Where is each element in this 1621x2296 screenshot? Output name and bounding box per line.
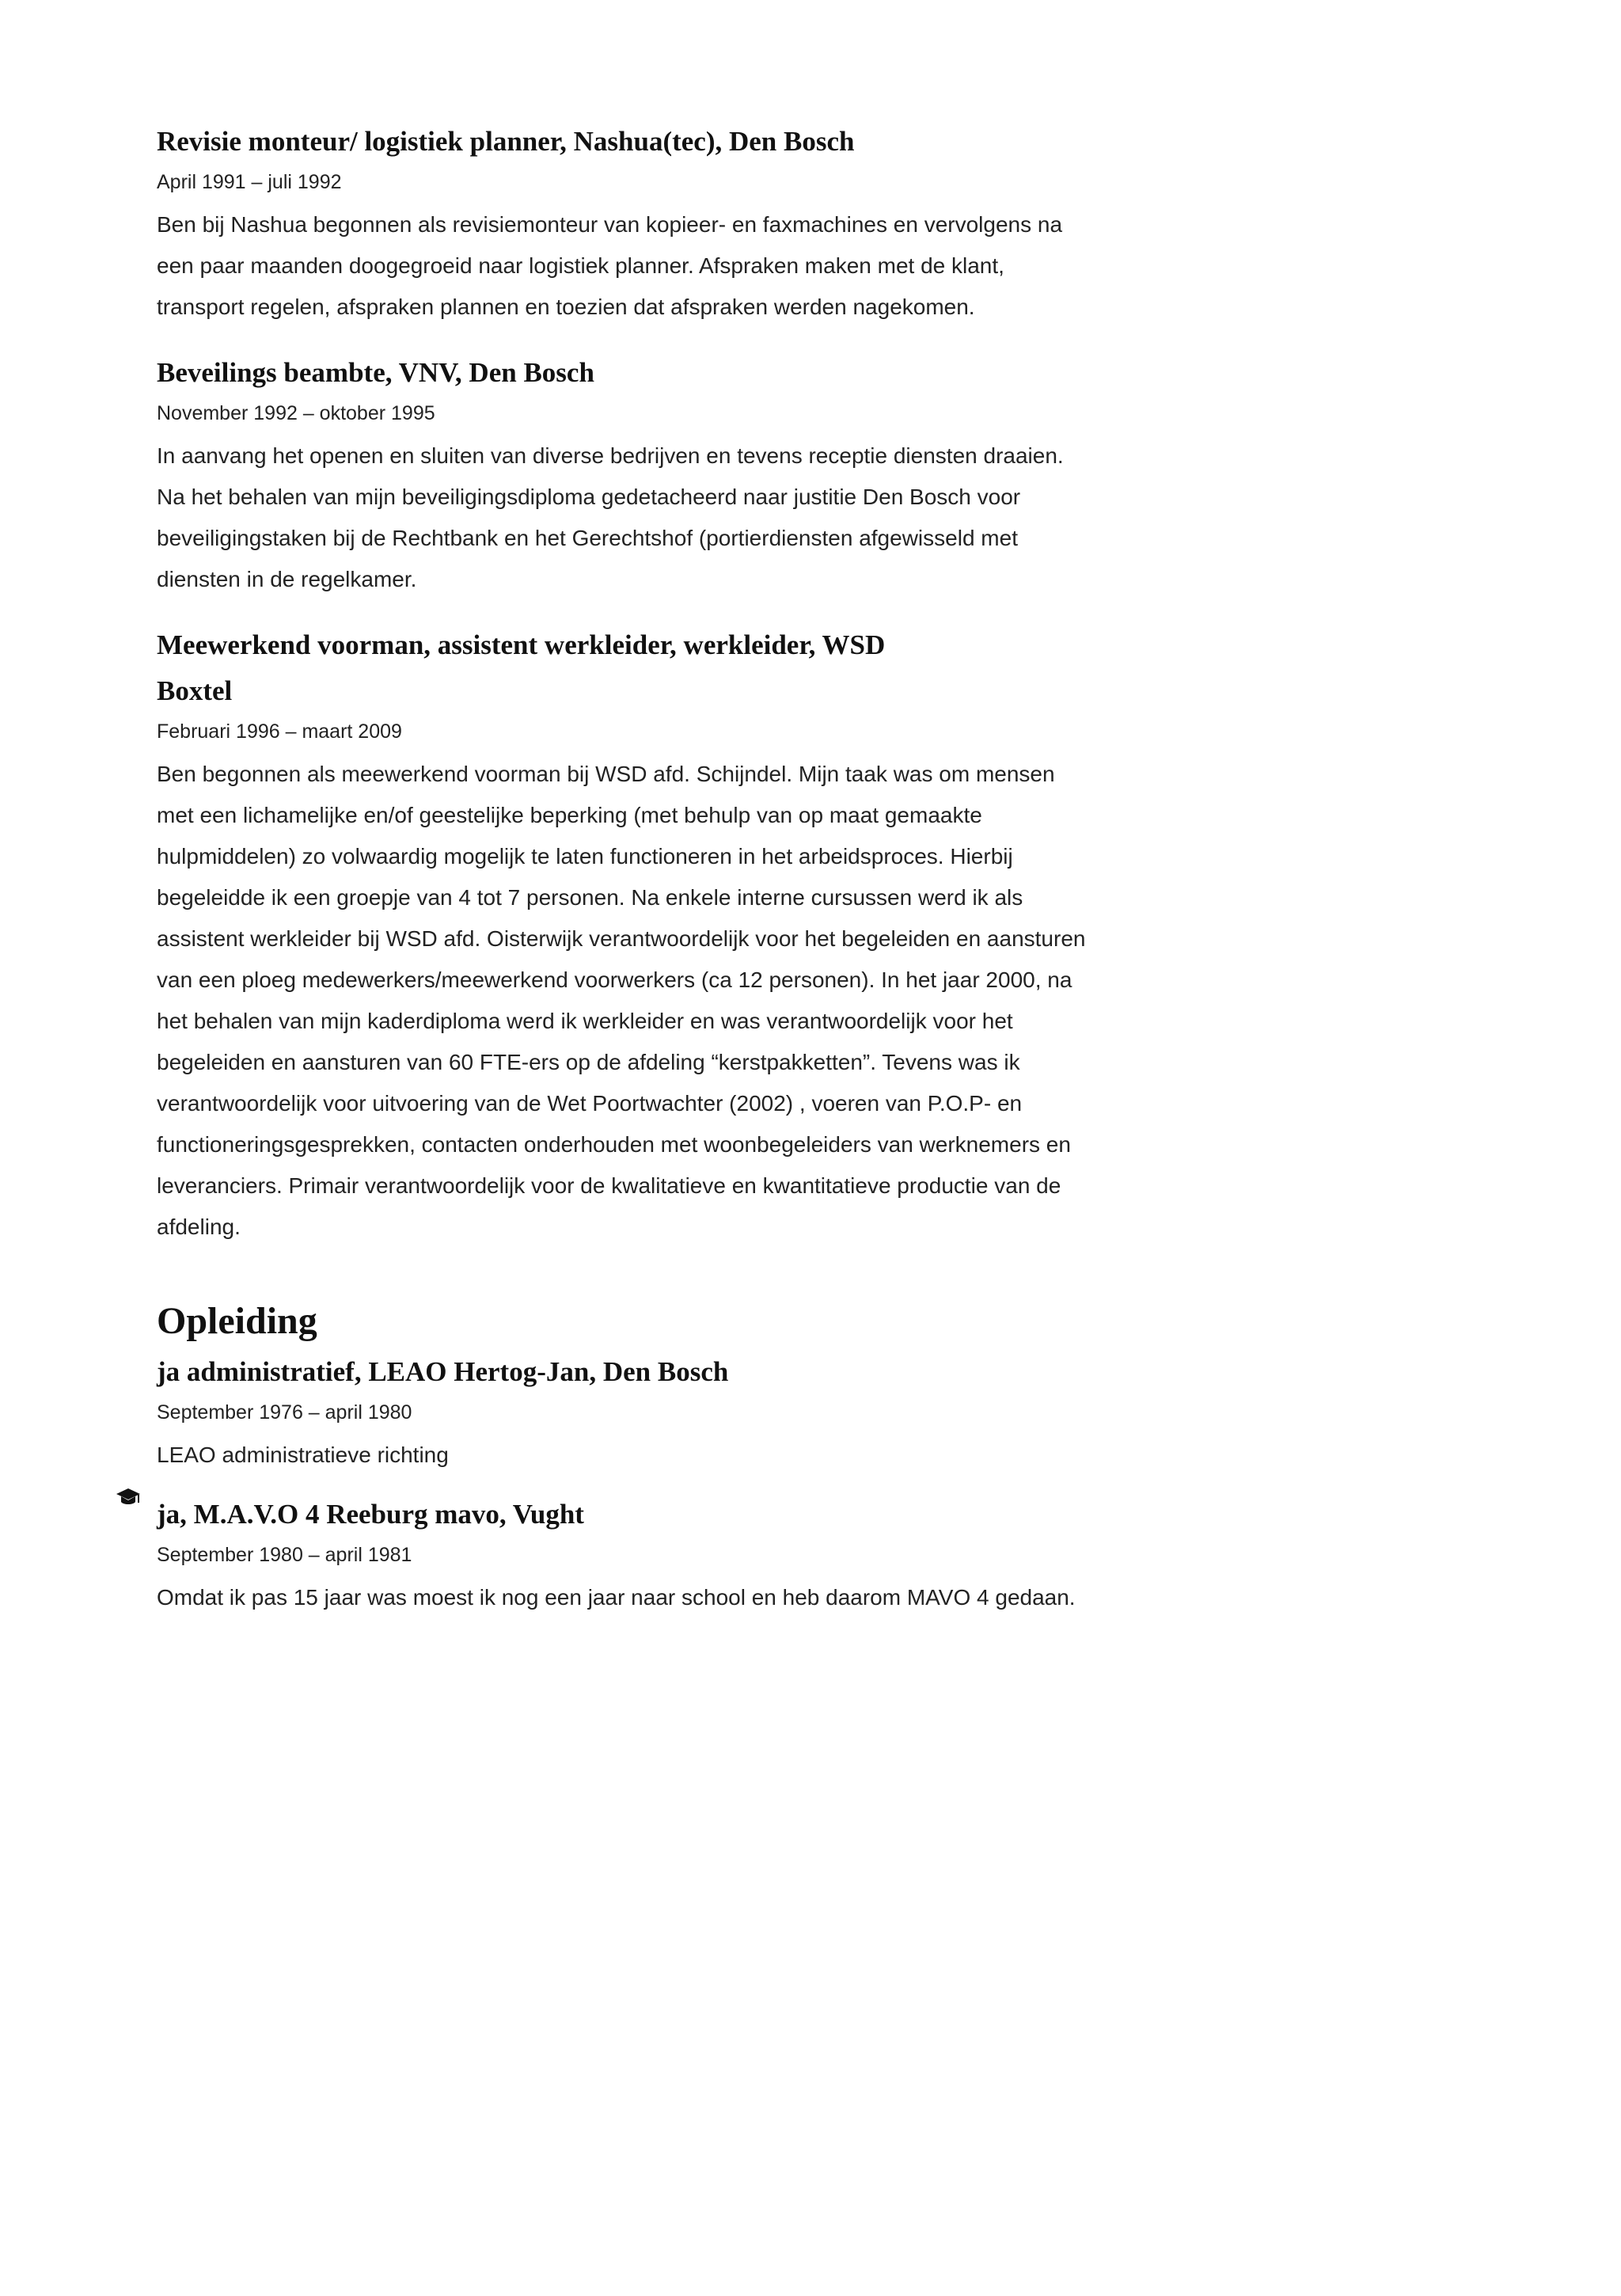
experience-entry [157, 622, 1091, 1248]
education-dates: September 1980 – april 1981 [157, 1544, 412, 1566]
education-title: ja, M.A.V.O 4 Reeburg mavo, Vught [157, 1499, 584, 1530]
job-description: In aanvang het openen en sluiten van diverse bedrijven en tevens receptie diensten draaien. Na het behalen van mijn beveiligingsdiploma gedetacheerd naar justitie Den Bosch voor beveiligingstaken bij de Rechtbank en het Gerechtshof (portierdiensten afgewisseld met diensten in de regelkamer. [157, 443, 1064, 591]
job-description: Ben begonnen als meewerkend voorman bij WSD afd. Schijndel. Mijn taak was om mensen met een lichamelijke en/of geestelijke beperking (met behulp van op maat gemaakte hulpmiddelen) zo volwaardig mogelijk te laten functioneren in het arbeidsproces. Hierbij begeleidde ik een groepje van 4 tot 7 personen. Na enkele interne cursussen werd ik als assistent werkleider bij WSD afd. Oisterwijk verantwoordelijk voor het begeleiden en aansturen van een ploeg medewerkers/meewerkend voorwerkers (ca 12 personen). In het jaar 2000, na het behalen van mijn kaderdiploma werd ik werkleider en was verantwoordelijk voor het begeleiden en aansturen van 60 FTE-ers op de afdeling “kerstpakketten”. Tevens was ik verantwoordelijk voor uitvoering van de Wet Poortwachter (2002) , voeren van P.O.P- en functioneringsgesprekken, contacten onderhouden met woonbegeleiders van werknemers en leveranciers. Primair verantwoordelijk voor de kwalitatieve en kwantitatieve productie van de afdeling. [157, 762, 1086, 1239]
education-heading: Opleiding [157, 1300, 317, 1342]
job-title: Revisie monteur/ logistiek planner, Nashua(tec), Den Bosch [157, 126, 855, 157]
education-dates: September 1976 – april 1980 [157, 1401, 412, 1424]
experience-entry [157, 119, 1091, 328]
education-entry [157, 1492, 1091, 1618]
job-dates: November 1992 – oktober 1995 [157, 402, 435, 424]
job-title: Beveilings beambte, VNV, Den Bosch [157, 357, 594, 388]
job-dates: Februari 1996 – maart 2009 [157, 720, 402, 743]
education-description: Omdat ik pas 15 jaar was moest ik nog een jaar naar school en heb daarom MAVO 4 gedaan. [157, 1585, 1076, 1610]
job-dates: April 1991 – juli 1992 [157, 171, 342, 193]
resume-page [157, 119, 1091, 1634]
education-description: LEAO administratieve richting [157, 1443, 449, 1467]
job-title: Meewerkend voorman, assistent werkleider, werkleider, WSD Boxtel [157, 629, 886, 706]
education-title: ja administratief, LEAO Hertog-Jan, Den Bosch [157, 1356, 729, 1387]
experience-entry [157, 350, 1091, 600]
graduation-cap-icon [116, 1487, 141, 1507]
education-entry [157, 1349, 1091, 1476]
job-description: Ben bij Nashua begonnen als revisiemonteur van kopieer- en faxmachines en vervolgens na een paar maanden doogegroeid naar logistiek planner. Afspraken maken met de klant, transport regelen, afspraken plannen en toezien dat afspraken werden nagekomen. [157, 212, 1063, 319]
